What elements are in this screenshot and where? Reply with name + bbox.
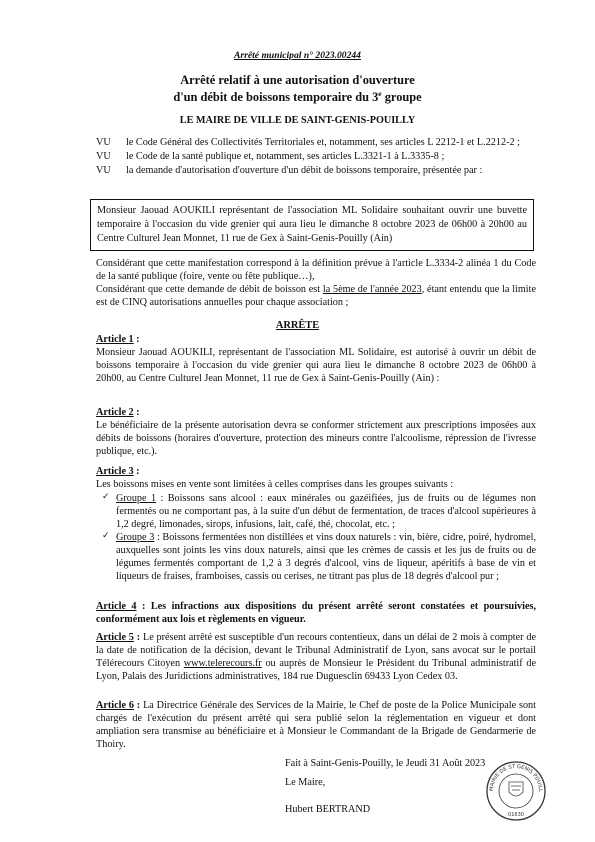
stamp-postcode: 01630 bbox=[508, 812, 524, 818]
document-title bbox=[0, 72, 595, 106]
signatory-role: Le Maire, bbox=[285, 777, 326, 788]
article-1 bbox=[96, 333, 536, 385]
request-box: Monsieur Jaouad AOUKILI représentant de l'association ML Solidaire souhaitant ouvrir une buvette temporaire à l'occasion du vide grenier qui aura lieu le dimanche 8 octobre 2023 de 06h00 à 20h00 au Centre Culturel Jean Monnet, 11 rue de Gex à Saint-Genis-Pouilly (Ain) bbox=[90, 199, 534, 251]
article-1-heading: Article 1 bbox=[96, 334, 134, 345]
article-6-heading: Article 6 bbox=[96, 700, 134, 711]
group-text bbox=[116, 492, 536, 531]
article-3-colon: : bbox=[133, 466, 140, 477]
vu-key: VU bbox=[96, 137, 111, 148]
vu-key: VU bbox=[96, 165, 111, 177]
title-line-2-text: d'un débit de boissons temporaire du 3 bbox=[173, 89, 379, 104]
title-line-1: Arrêté relatif à une autorisation d'ouverture bbox=[180, 73, 415, 87]
group-item bbox=[102, 492, 536, 531]
group-description: : Boissons sans alcool : eaux minérales ou gazéifiées, jus de fruits ou de légumes non fermentés ou ne comportant pas, à la suite d'un début de fermentation, de traces d'alcool supérieures à 1,2 degré, limonades, sirops, infusions, lait, café, thé, chocolat, etc. ; bbox=[116, 493, 536, 531]
considerant-1: Considérant que cette manifestation correspond à la définition prévue à l'article L.3334-2 alinéa 1 du Code de la santé publique (foire, vente ou fête publique…), bbox=[96, 258, 536, 283]
vu-key: VU bbox=[96, 151, 111, 163]
article-6-colon: : bbox=[133, 700, 141, 711]
vu-text: le Code Général des Collectivités Territoriales et, notamment, ses articles L 2212-1 et L.2212-2 ; bbox=[126, 137, 520, 148]
issuing-authority: LE MAIRE DE VILLE DE SAINT-GENIS-POUILLY bbox=[179, 115, 416, 126]
article-1-colon: : bbox=[133, 334, 140, 345]
vu-list bbox=[96, 136, 536, 178]
article-2-text: Le bénéficiaire de la présente autorisation devra se conformer strictement aux prescriptions imposées aux débits de boissons (horaires d'ouverture, protection des mineurs contre l'alcoolisme, répression de l'ivresse publique, etc.). bbox=[96, 420, 536, 458]
group-text bbox=[116, 531, 536, 583]
signatory-name: Hubert BERTRAND bbox=[285, 804, 371, 815]
considerant-2 bbox=[96, 283, 536, 309]
title-line-2-end: groupe bbox=[381, 89, 422, 104]
article-6-text: La Directrice Générale des Services de la Mairie, le Chef de poste de la Police Municipale sont chargés de l'exécution du présent arrêté qui sera publié selon la réglementation en vigueur et dont ampliation sera transmise au bénéficiaire et à Monsieur le Commandant de la Brigade de Gendarmerie de Thoiry. bbox=[96, 700, 536, 751]
article-2-colon: : bbox=[133, 407, 140, 418]
vu-item bbox=[96, 150, 536, 163]
vu-text: le Code de la santé publique et, notamment, ses articles L.3321-1 à L.3335-8 ; bbox=[126, 151, 445, 163]
vu-text: la demande d'autorisation d'ouverture d'un débit de boissons temporaire, présentée par : bbox=[126, 165, 483, 177]
group-label: Groupe 1 bbox=[116, 493, 157, 505]
group-item bbox=[102, 531, 536, 583]
place-date: Fait à Saint-Genis-Pouilly, le Jeudi 31 Août 2023 bbox=[285, 758, 486, 769]
considerant-2-end: , étant entendu que la limite est de CINQ autorisations annuelles pour chaque association ; bbox=[96, 284, 536, 309]
group-description: : Boissons fermentées non distillées et vins doux naturels : vin, bière, cidre, poiré, hydromel, auxquelles sont joints les vins doux naturels, ainsi que les crèmes de cassis et les jus de fruits ou de légumes fermentés comportant de 1,2 à 3 degrés d'alcool, vins de liqueur, apéritifs à base de vin et liqueurs de fraises, framboises, cassis ou cerises, ne titrant pas plus de 18 degrés d'alcool pur ; bbox=[116, 532, 536, 583]
article-2-heading: Article 2 bbox=[96, 407, 134, 418]
official-stamp bbox=[485, 758, 547, 824]
article-5-text: Le présent arrêté est susceptible d'un recours contentieux, dans un délai de 2 mois à compter de la date de notification de la décision, devant le Tribunal Administratif de Lyon, sans avocat sur le portail Télérecours Citoyen bbox=[96, 632, 536, 670]
article-5-text-end: ou auprès de Monsieur le Président du Tribunal administratif de Lyon, Palais des Juridictions administratives, 184 rue Duguesclin 69433 Lyon Cedex 03. bbox=[96, 658, 536, 683]
check-icon: ✓ bbox=[102, 531, 110, 542]
stamp-text: MAIRIE DE ST GENIS POUILL bbox=[488, 763, 544, 792]
article-2 bbox=[96, 406, 536, 458]
article-4-text: : Les infractions aux dispositions du présent arrêté seront constatées et poursuivies, conformément aux lois et règlements en vigueur. bbox=[96, 601, 536, 626]
article-5-heading: Article 5 bbox=[96, 632, 134, 643]
article-4-heading: Article 4 bbox=[96, 601, 137, 612]
title-superscript: e bbox=[378, 88, 382, 98]
group-label: Groupe 3 bbox=[116, 532, 155, 544]
considerant-2-underlined: la 5ème de l'année 2023 bbox=[322, 284, 422, 295]
article-3 bbox=[96, 465, 536, 583]
article-5-colon: : bbox=[133, 632, 141, 643]
telerecours-link[interactable]: www.telerecours.fr bbox=[183, 658, 262, 670]
title-line-2 bbox=[0, 89, 595, 106]
article-6 bbox=[96, 699, 536, 751]
article-3-intro: Les boissons mises en vente sont limitées à celles comprises dans les groupes suivants : bbox=[96, 479, 454, 491]
decree-reference: Arrêté municipal n° 2023.00244 bbox=[234, 50, 361, 61]
article-1-text: Monsieur Jaouad AOUKILI, représentant de l'association ML Solidaire, est autorisé à ouvrir un débit de boissons temporaire à l'occasion du vide grenier qui aura lieu le dimanche 8 octobre 2023 de 06h00 à 20h00, au Centre Culturel Jean Monnet, 11 rue de Gex à Saint-Genis-Pouilly (Ain) : bbox=[96, 347, 536, 385]
check-icon: ✓ bbox=[102, 492, 110, 503]
article-5 bbox=[96, 631, 536, 683]
article-3-heading: Article 3 bbox=[96, 466, 134, 477]
article-4 bbox=[96, 600, 536, 626]
considerant-2-text: Considérant que cette demande de débit de boisson est bbox=[96, 284, 323, 295]
beverage-groups bbox=[102, 492, 536, 583]
arrete-heading: ARRÊTE bbox=[275, 320, 320, 331]
coat-of-arms-icon bbox=[509, 782, 523, 796]
vu-item bbox=[96, 164, 536, 177]
vu-item bbox=[96, 136, 536, 149]
